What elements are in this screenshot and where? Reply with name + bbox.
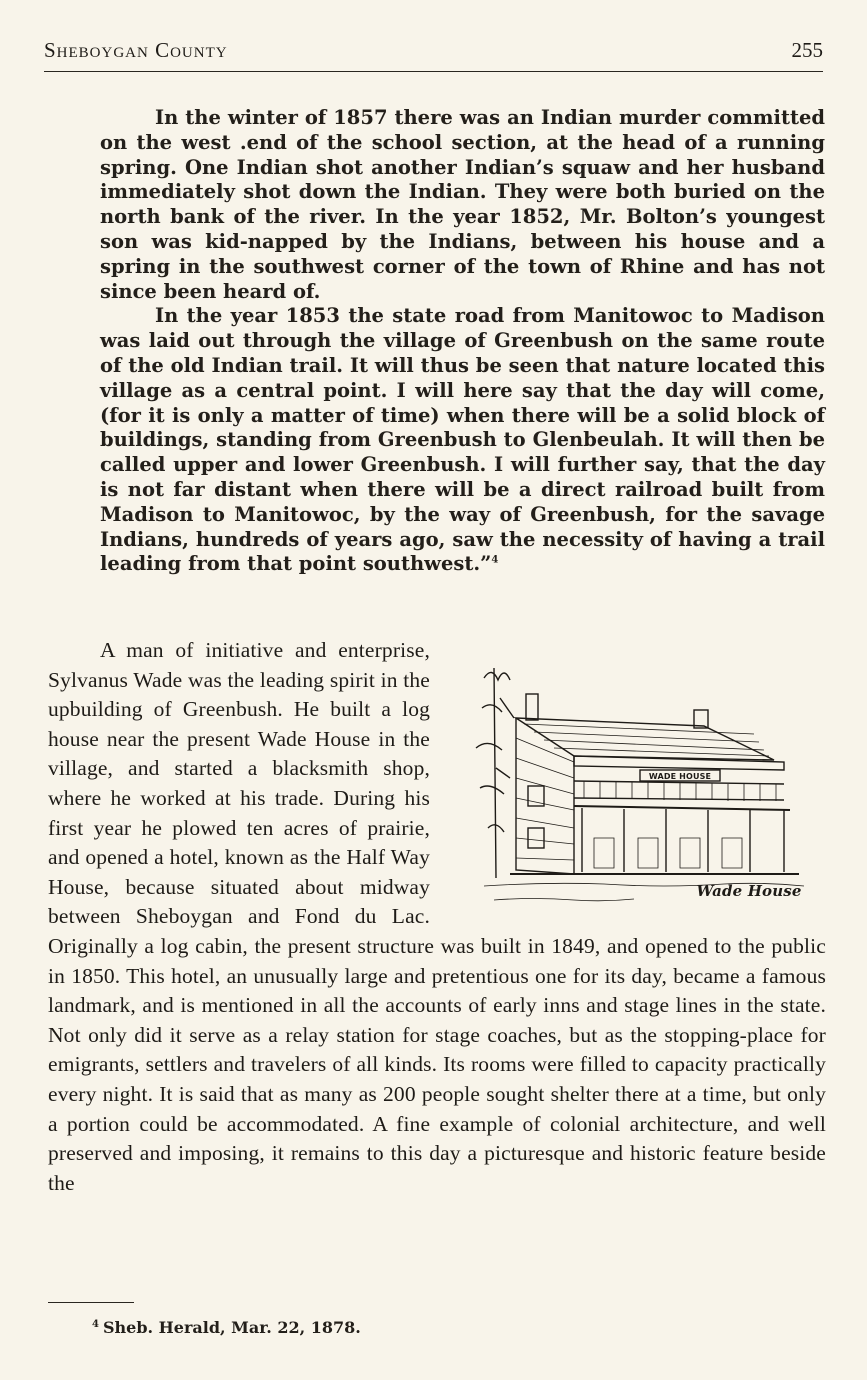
footnote-rule — [48, 1302, 134, 1303]
footnote-text: Sheb. Herald, Mar. 22, 1878. — [102, 1318, 361, 1337]
footnote-reference: 4 — [491, 554, 499, 566]
body-text — [48, 636, 826, 1198]
wade-house-caption: Wade House — [696, 882, 802, 900]
quote-paragraph-1: In the winter of 1857 there was an Indian murder committed on the west .end of the school section, at the head of a running spring. One Indian shot another Indian’s squaw and her husband immediately shot down the Indian. They were both buried on the north bank of the river. In the year 1852, Mr. Bolton’s youngest son was kid-napped by the Indians, between his house and a spring in the southwest corner of the town of Rhine and has not since been heard of. — [100, 106, 825, 303]
footnote-mark: 4 — [92, 1318, 99, 1330]
body-paragraph: WADE HOUSE Wade House A man of initiative and enterprise, Sylvanus Wade was the leading spirit in the upbuilding of Greenbush. He built a log house near the present Wade House in the village, and started a blacksmith shop, where he worked at his trade. During his first year he plowed ten acres of prairie, and opened a hotel, known as the Half Way House, because situated about midway between Sheboygan and Fond du Lac. Originally a log cabin, the present structure was built in 1849, and opened to the public in 1850. This hotel, an unusually large and pretentious one for its day, became a famous landmark, and is mentioned in all the accounts of early inns and stage lines in the state. Not only did it serve as a relay station for stage coaches, but as the stopping-place for emigrants, settlers and travelers of all kinds. Its rooms were filled to capacity practically every night. It is said that as many as 200 people sought shelter there at a time, but only a portion could be accommodated. A fine example of colonial architecture, and well preserved and imposing, it remains to this day a picturesque and historic feature beside the — [48, 638, 826, 1195]
wade-house-figure — [454, 638, 826, 908]
header-rule — [44, 71, 823, 72]
running-head — [44, 36, 823, 66]
wade-house-sign: WADE HOUSE — [648, 772, 712, 781]
wade-house-illustration — [454, 638, 826, 908]
quote-paragraph-2: In the year 1853 the state road from Manitowoc to Madison was laid out through the village of Greenbush on the same route of the old Indian trail. It will thus be seen that nature located this village as a central point. I will here say that the day will come, (for it is only a matter of time) when there will be a solid block of buildings, standing from Greenbush to Glenbeulah. It will then be called upper and lower Greenbush. I will further say, that the day is not far distant when there will be a direct railroad built from Madison to Manitowoc, by the way of Greenbush, for the savage Indians, hundreds of years ago, saw the necessity of having a trail leading from that point southwest.”$^4$ — [100, 304, 825, 576]
running-head-title: Sheboygan County — [44, 38, 228, 62]
footnote — [92, 1318, 361, 1337]
page-number: 255 — [791, 38, 823, 62]
block-quote — [100, 106, 825, 577]
